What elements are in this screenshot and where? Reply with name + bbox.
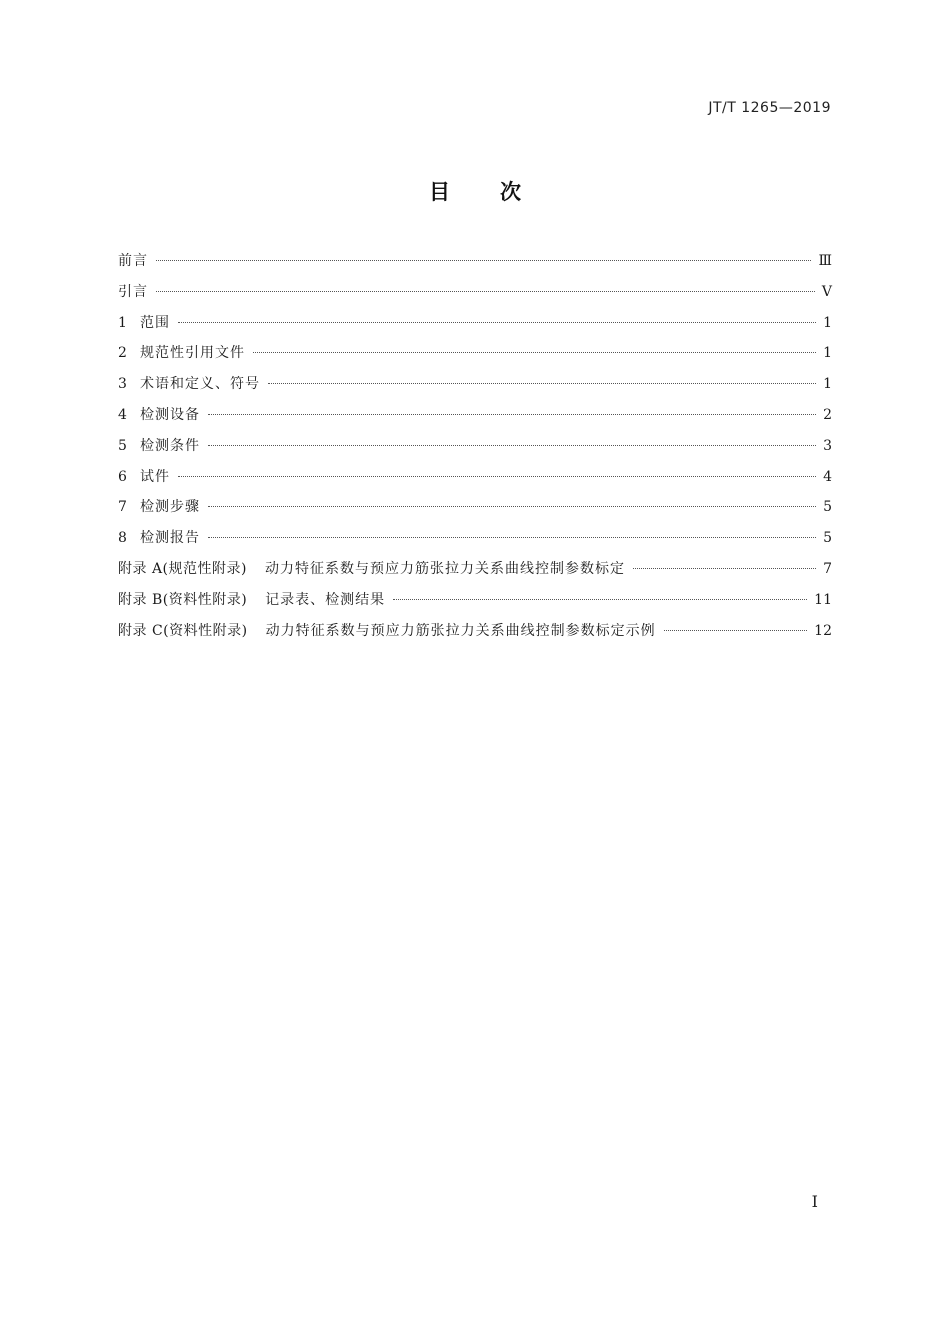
- toc-entry-appendix-prefix: 附录 C(资料性附录): [118, 622, 248, 639]
- toc-dot-leader: [664, 630, 808, 631]
- toc-entry-page-number: V: [821, 283, 832, 300]
- toc-dot-leader: [156, 260, 811, 261]
- toc-entry-label: 检测条件: [140, 437, 200, 454]
- toc-entry-label: 记录表、检测结果: [265, 591, 386, 608]
- toc-entry-page-number: 12: [814, 622, 832, 639]
- toc-entry[interactable]: [118, 373, 832, 404]
- toc-dot-leader: [208, 506, 816, 507]
- toc-entry-page-number: 5: [823, 530, 832, 547]
- toc-entry-page-number: 3: [823, 437, 832, 454]
- toc-entry-label: 试件: [140, 468, 170, 485]
- toc-dot-leader: [156, 291, 815, 292]
- toc-entry[interactable]: [118, 342, 832, 373]
- toc-entry[interactable]: [118, 527, 832, 558]
- toc-entry-page-number: 11: [814, 591, 832, 608]
- toc-entry-page-number: 1: [823, 345, 832, 362]
- toc-entry-number: 5: [118, 437, 127, 454]
- toc-entry-page-number: Ⅲ: [818, 253, 832, 269]
- toc-entry-page-number: 5: [823, 499, 832, 516]
- toc-entry-label: 术语和定义、符号: [140, 376, 260, 393]
- toc-entry[interactable]: [118, 435, 832, 466]
- toc-dot-leader: [253, 352, 816, 353]
- toc-dot-leader: [208, 537, 816, 538]
- toc-entry-number: 6: [118, 468, 127, 485]
- table-of-contents: [118, 250, 832, 650]
- toc-entry-page-number: 1: [823, 314, 832, 331]
- toc-entry-label: 动力特征系数与预应力筋张拉力关系曲线控制参数标定示例: [265, 622, 656, 639]
- toc-dot-leader: [393, 599, 807, 600]
- page-title: 目次: [429, 180, 571, 204]
- toc-dot-leader: [178, 476, 816, 477]
- toc-entry-label: 检测报告: [140, 530, 200, 547]
- toc-entry-label: 动力特征系数与预应力筋张拉力关系曲线控制参数标定: [264, 560, 625, 577]
- toc-entry[interactable]: [118, 589, 832, 620]
- toc-entry-appendix-prefix: 附录 B(资料性附录): [118, 591, 248, 608]
- toc-entry-number: 8: [118, 530, 127, 547]
- toc-entry[interactable]: [118, 281, 832, 312]
- toc-entry[interactable]: [118, 558, 832, 589]
- toc-entry[interactable]: [118, 620, 832, 651]
- toc-entry-page-number: 4: [823, 468, 832, 485]
- toc-dot-leader: [178, 322, 816, 323]
- toc-entry[interactable]: [118, 466, 832, 497]
- toc-dot-leader: [208, 414, 816, 415]
- toc-entry[interactable]: [118, 496, 832, 527]
- toc-entry-page-number: 1: [823, 376, 832, 393]
- toc-entry-number: 7: [118, 499, 127, 516]
- toc-entry-label: 引言: [118, 283, 148, 300]
- standard-number: JT/T 1265—2019: [708, 100, 831, 116]
- toc-entry[interactable]: [118, 250, 832, 281]
- toc-dot-leader: [268, 383, 816, 384]
- toc-entry-number: 3: [118, 376, 127, 393]
- toc-entry-page-number: 7: [823, 560, 832, 577]
- toc-entry-page-number: 2: [823, 406, 832, 423]
- toc-entry-number: 2: [118, 345, 127, 362]
- page-folio: I: [811, 1192, 818, 1211]
- toc-entry-label: 规范性引用文件: [140, 345, 245, 362]
- toc-dot-leader: [208, 445, 816, 446]
- toc-entry-number: 4: [118, 406, 127, 423]
- toc-entry-label: 检测设备: [140, 406, 200, 423]
- toc-entry[interactable]: [118, 404, 832, 435]
- toc-entry-label: 范围: [140, 314, 170, 331]
- toc-entry-label: 检测步骤: [140, 499, 200, 516]
- toc-entry-label: 前言: [118, 253, 148, 269]
- toc-entry-appendix-prefix: 附录 A(规范性附录): [118, 560, 247, 577]
- toc-entry-number: 1: [118, 314, 127, 331]
- toc-dot-leader: [633, 568, 816, 569]
- toc-entry[interactable]: [118, 312, 832, 343]
